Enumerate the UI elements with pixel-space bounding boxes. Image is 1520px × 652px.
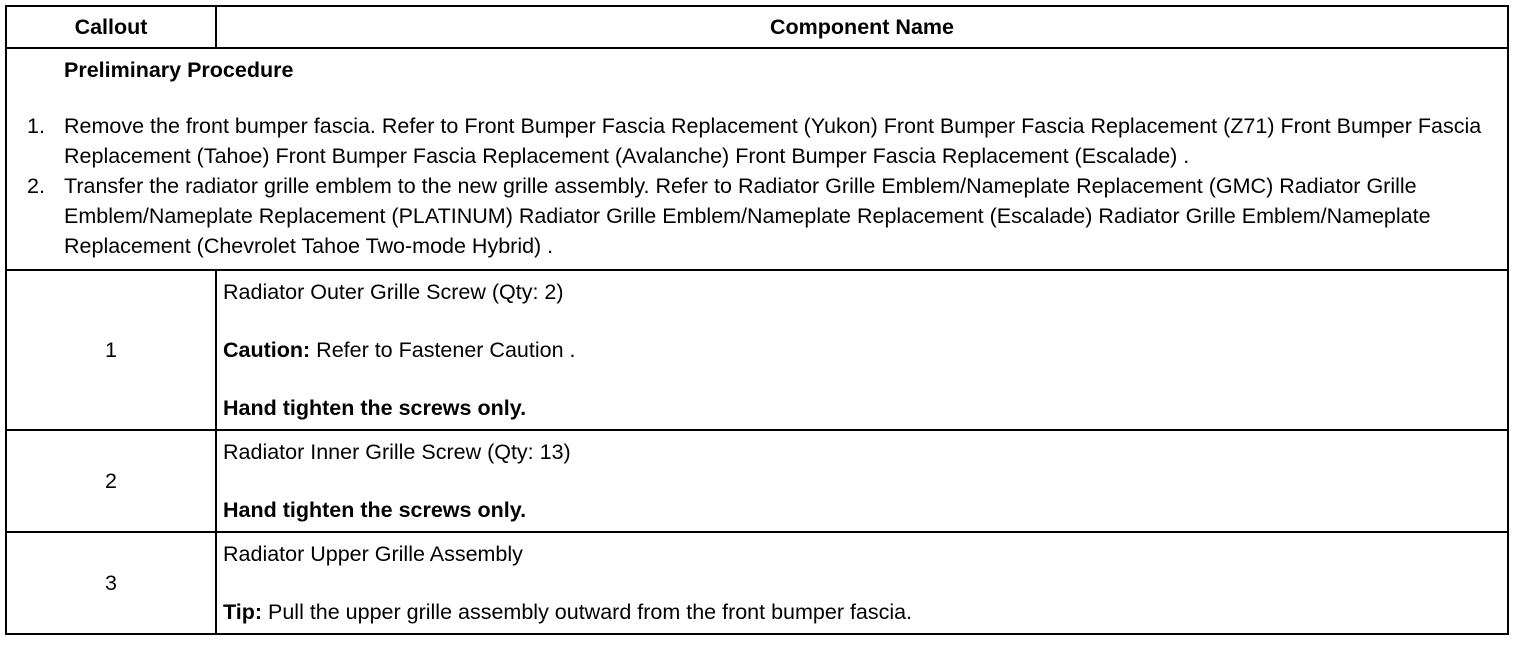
component-name: Radiator Outer Grille Screw (Qty: 2)	[223, 280, 564, 304]
preliminary-row	[6, 48, 1508, 270]
step-number: 1.	[27, 114, 45, 138]
component-cell	[216, 270, 1508, 430]
header-row	[6, 6, 1508, 48]
component-note: Hand tighten the screws only.	[223, 396, 527, 420]
table-row	[6, 430, 1508, 532]
header-callout: Callout	[6, 6, 216, 48]
preliminary-title: Preliminary Procedure	[64, 58, 294, 82]
component-name: Radiator Inner Grille Screw (Qty: 13)	[223, 440, 571, 464]
tip-text: Pull the upper grille assembly outward from the front bumper fascia.	[262, 600, 913, 624]
procedure-table	[5, 5, 1509, 635]
component-cell	[216, 430, 1508, 532]
callout-number: 3	[6, 532, 216, 634]
tip-label: Tip:	[223, 600, 263, 624]
preliminary-cell	[6, 48, 1508, 270]
component-cell	[216, 532, 1508, 634]
preliminary-steps	[27, 111, 1499, 261]
component-note: Hand tighten the screws only.	[223, 498, 527, 522]
table-row	[6, 532, 1508, 634]
table-row	[6, 270, 1508, 430]
caution-line	[223, 335, 1501, 365]
header-component-name: Component Name	[216, 6, 1508, 48]
callout-number: 2	[6, 430, 216, 532]
step-number: 2.	[27, 174, 45, 198]
component-name: Radiator Upper Grille Assembly	[223, 542, 523, 566]
procedure-document	[5, 5, 1507, 635]
tip-line	[223, 597, 1501, 627]
caution-text: Refer to Fastener Caution .	[310, 338, 576, 362]
callout-number: 1	[6, 270, 216, 430]
preliminary-step	[27, 171, 1499, 261]
preliminary-step	[27, 111, 1499, 171]
step-text: Remove the front bumper fascia. Refer to Front Bumper Fascia Replacement (Yukon) Front Bumper Fascia Replacement (Z71) Front Bumper Fascia Replacement (Tahoe) Front Bumper Fascia Replacement (Avalanche) Front Bumper Fascia Replacement (Escalade) .	[64, 114, 1482, 168]
step-text: Transfer the radiator grille emblem to the new grille assembly. Refer to Radiator Grille Emblem/Nameplate Replacement (GMC) Radiator Grille Emblem/Nameplate Replacement (PLATINUM) Radiator Grille Emblem/Nameplate Replacement (Escalade) Radiator Grille Emblem/Nameplate Replacement (Chevrolet Tahoe Two-mode Hybrid) .	[64, 174, 1431, 258]
caution-label: Caution:	[223, 338, 311, 362]
